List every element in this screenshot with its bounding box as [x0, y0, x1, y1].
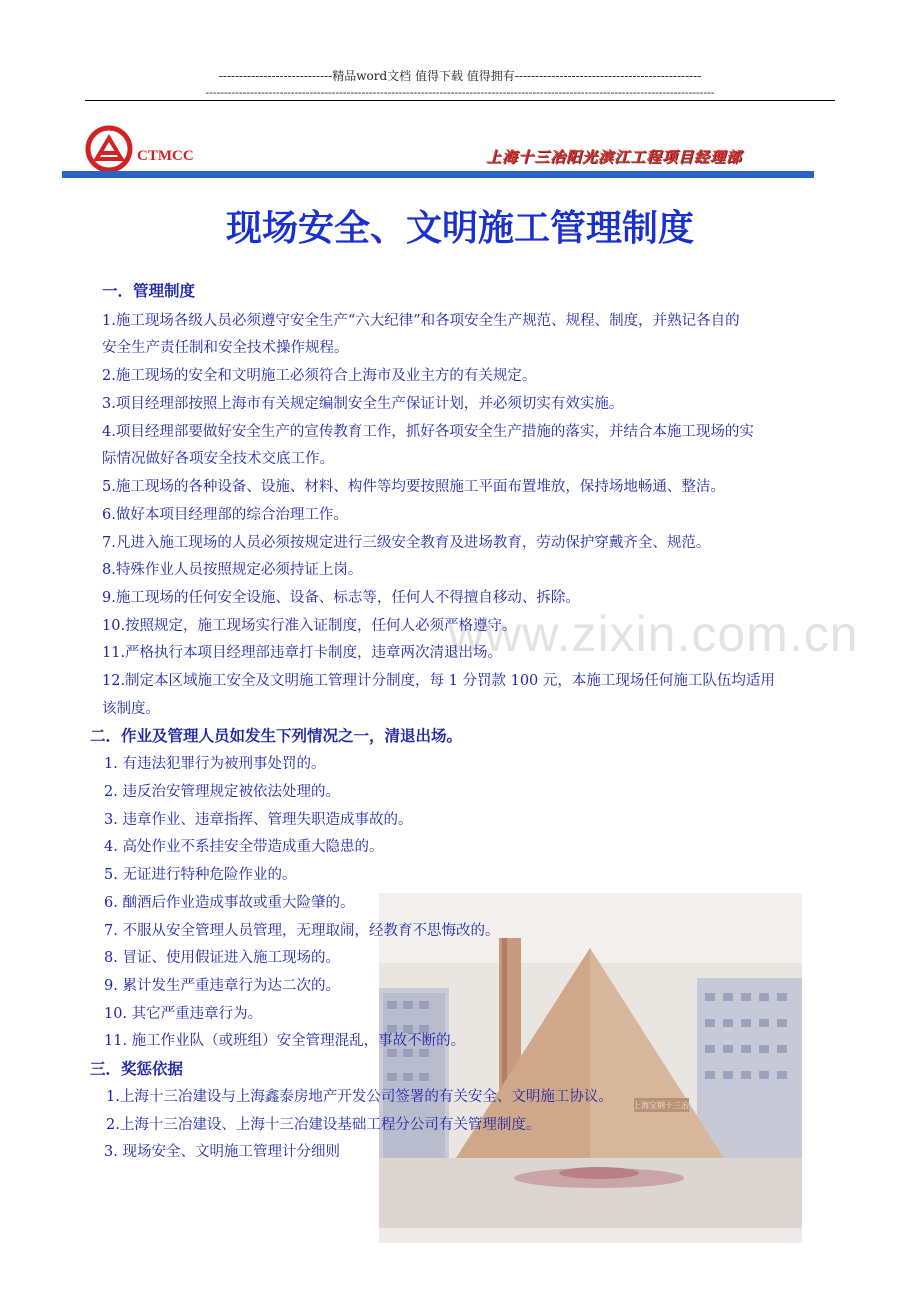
section2-item: 8. 冒证、使用假证进入施工现场的。: [104, 950, 340, 966]
header-note-1: ----------------------------精品word文档 值得下载 值得拥有----------------------------------------------: [218, 69, 702, 83]
section1-line: 3.项目经理部按照上海市有关规定编制安全生产保证计划，并必须切实有效实施。: [102, 396, 624, 412]
section2-item: 4. 高处作业不系挂安全带造成重大隐患的。: [104, 839, 384, 855]
section1-line: 8.特殊作业人员按照规定必须持证上岗。: [102, 562, 363, 578]
section1-line: 4.项目经理部要做好安全生产的宣传教育工作，抓好各项安全生产措施的落实，并结合本施工现场的实: [102, 424, 754, 440]
section2-item: 9. 累计发生严重违章行为达二次的。: [104, 978, 340, 994]
section2-item: 11. 施工作业队（或班组）安全管理混乱，事故不断的。: [104, 1033, 466, 1049]
section3-heading: 三．奖惩依据: [90, 1060, 184, 1078]
section2-item: 3. 违章作业、违章指挥、管理失职造成事故的。: [104, 812, 413, 828]
watermark-text: www.zixin.com.cn: [448, 606, 859, 662]
brand-name: CTMCC: [137, 148, 194, 164]
section1-line: 5.施工现场的各种设备、设施、材料、构件等均要按照施工平面布置堆放，保持场地畅通、整洁。: [102, 479, 725, 495]
section1-line: 2.施工现场的安全和文明施工必须符合上海市及业主方的有关规定。: [102, 368, 537, 384]
section1-line: 安全生产责任制和安全技术操作规程。: [102, 340, 349, 356]
section1-line: 6.做好本项目经理部的综合治理工作。: [102, 507, 348, 523]
section2-item: 5. 无证进行特种危险作业的。: [104, 867, 297, 883]
section3-item: 3. 现场安全、文明施工管理计分细则: [104, 1144, 340, 1160]
svg-text:上海宝钢十三冶: 上海宝钢十三冶: [633, 1101, 689, 1110]
section3-item: 2.上海十三冶建设、上海十三冶建设基础工程分公司有关管理制度。: [106, 1117, 541, 1133]
section1-line: 际情况做好各项安全技术交底工作。: [102, 451, 334, 467]
section1-line: 10.按照规定，施工现场实行准入证制度，任何人必须严格遵守。: [102, 618, 517, 634]
section2-item: 7. 不服从安全管理人员管理，无理取闹，经教育不思悔改的。: [104, 923, 500, 939]
section1-line: 12.制定本区域施工安全及文明施工管理计分制度，每 1 分罚款 100 元，本施工现场任何施工队伍均适用: [102, 673, 775, 689]
section2-item: 10. 其它严重违章行为。: [104, 1006, 263, 1022]
section1-line: 1.施工现场各级人员必须遵守安全生产“六大纪律”和各项安全生产规范、规程、制度，并熟记各自的: [102, 313, 740, 329]
section2-heading: 二．作业及管理人员如发生下列情况之一，清退出场。: [90, 727, 463, 745]
section1-line: 11.严格执行本项目经理部违章打卡制度，违章两次清退出场。: [102, 645, 503, 661]
section2-item: 2. 违反治安管理规定被依法处理的。: [104, 784, 340, 800]
section2-item: 1. 有违法犯罪行为被刑事处罚的。: [104, 756, 326, 772]
department-name: 上海十三冶阳光滨江工程项目经理部: [486, 149, 743, 166]
section1-heading: 一．管理制度: [102, 282, 196, 300]
section1-line: 9.施工现场的任何安全设施、设备、标志等，任何人不得擅自移动、拆除。: [102, 590, 580, 606]
header-note-2: -----------------------------------------------------------------------------------------------------------------------------------------: [205, 86, 715, 99]
document-title: 现场安全、文明施工管理制度: [225, 208, 694, 249]
section2-item: 6. 酗酒后作业造成事故或重大险肇的。: [104, 895, 355, 911]
section1-line: 7.凡进入施工现场的人员必须按规定进行三级安全教育及进场教育，劳动保护穿戴齐全、规范。: [102, 535, 711, 551]
section3-item: 1.上海十三冶建设与上海鑫泰房地产开发公司签署的有关安全、文明施工协议。: [106, 1089, 613, 1105]
section1-line: 该制度。: [102, 701, 160, 717]
